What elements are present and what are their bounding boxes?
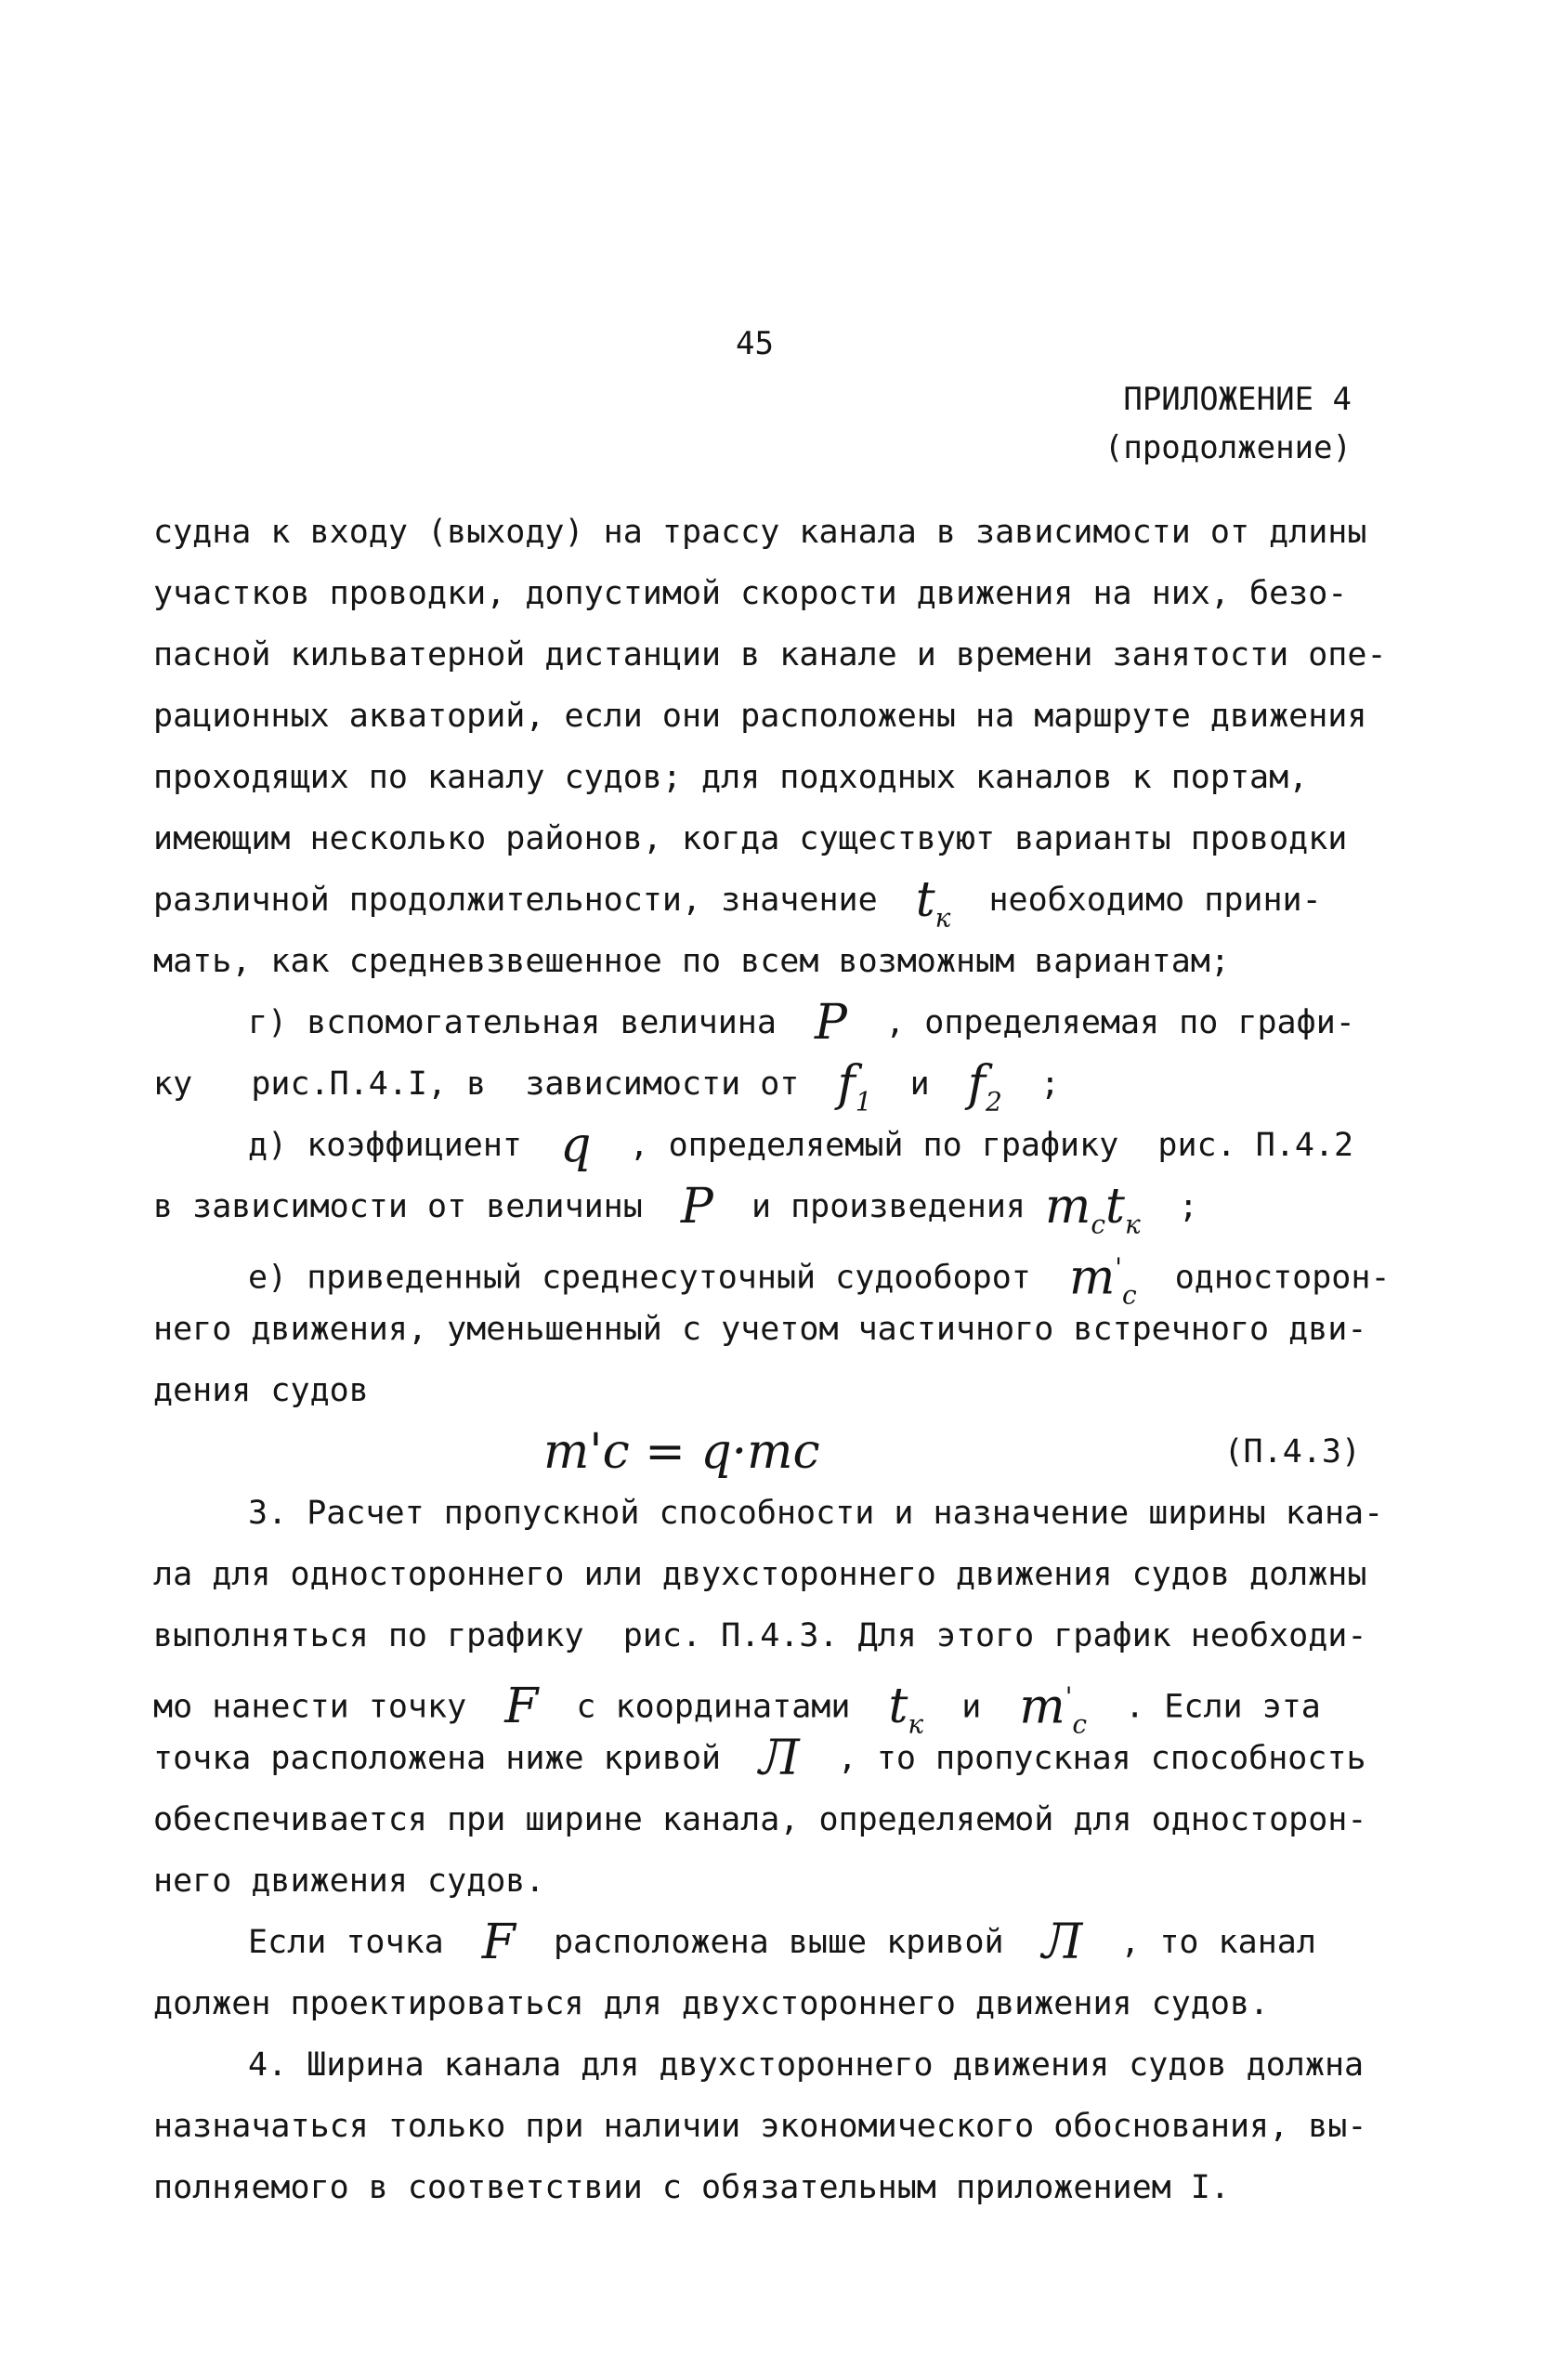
- text-fragment: необходимо прини-: [988, 882, 1322, 919]
- body-text: [153, 502, 1391, 2218]
- symbol-subscript: к: [1124, 1209, 1141, 1240]
- symbol: f: [837, 1056, 856, 1112]
- text-line: обеспечивается при ширине канала, определяемой для односторон-: [153, 1801, 1367, 1838]
- text-fragment: точка расположена ниже кривой: [153, 1740, 722, 1777]
- text-line: [153, 1237, 1391, 1311]
- page-number: 45: [736, 325, 774, 362]
- symbol: m: [1045, 1179, 1091, 1235]
- text-line: [153, 1912, 1361, 1973]
- symbol-f-point: F: [504, 1679, 539, 1735]
- symbol: m: [1068, 1249, 1116, 1306]
- text-line: имеющим несколько районов, когда существуют варианты проводки: [153, 820, 1348, 857]
- text-line: судна к входу (выходу) на трассу канала в зависимости от длины: [153, 514, 1367, 551]
- text-line: 4. Ширина канала для двухстороннего движения судов должна: [248, 2046, 1365, 2084]
- symbol-subscript: c: [1121, 1279, 1137, 1311]
- formula: m'c = q·mc: [543, 1424, 820, 1480]
- text-line: полняемого в соответствии с обязательным приложением I.: [153, 2169, 1230, 2206]
- text-line: 3. Расчет пропускной способности и назначение ширины кана-: [248, 1495, 1384, 1532]
- symbol: f: [967, 1056, 987, 1112]
- text-fragment: Если точка: [248, 1924, 444, 1961]
- text-fragment: и: [961, 1688, 982, 1726]
- symbol-subscript: к: [908, 1708, 924, 1740]
- text-fragment: и: [909, 1065, 930, 1103]
- text-line: проходящих по каналу судов; для подходных каналов к портам,: [153, 759, 1309, 796]
- symbol-subscript: к: [934, 902, 951, 934]
- text-line: [153, 1728, 1366, 1789]
- formula-line: [153, 1421, 1361, 1483]
- text-fragment: ;: [1178, 1188, 1198, 1225]
- text-fragment: и произведения: [751, 1188, 1026, 1225]
- text-line: [153, 1053, 1361, 1118]
- text-fragment: ку рис.П.4.I, в зависимости от: [153, 1065, 800, 1103]
- text-fragment: односторон-: [1174, 1259, 1391, 1297]
- text-line: [153, 992, 1361, 1053]
- text-fragment: , то пропускная способность: [837, 1740, 1366, 1777]
- text-line: мать, как средневзвешенное по всем возможным вариантам;: [153, 943, 1230, 980]
- symbol: t: [915, 872, 935, 928]
- text-line: пасной кильватерной дистанции в канале и времени занятости опе-: [153, 636, 1387, 673]
- symbol-superscript: ': [1065, 1681, 1073, 1712]
- text-fragment: различной продолжительности, значение: [153, 882, 878, 919]
- text-line: [153, 1115, 1361, 1176]
- symbol-curve-l: Л: [759, 1731, 800, 1786]
- appendix-title: ПРИЛОЖЕНИЕ 4: [1123, 381, 1352, 418]
- text-line: него движения судов.: [153, 1863, 545, 1900]
- symbol-superscript: ': [1115, 1252, 1122, 1283]
- text-line: [153, 869, 1361, 934]
- text-line: должен проектироваться для двухстороннего движения судов.: [153, 1985, 1270, 2022]
- text-line: выполняться по графику рис. П.4.3. Для этого график необходи-: [153, 1617, 1367, 1654]
- symbol-f-point: F: [481, 1915, 516, 1970]
- text-fragment: е) приведенный среднесуточный судооборот: [248, 1259, 1031, 1297]
- text-line: назначаться только при наличии экономического обоснования, вы-: [153, 2108, 1367, 2145]
- text-line: [153, 1667, 1361, 1740]
- text-fragment: , определяемая по графи-: [885, 1004, 1355, 1041]
- text-fragment: с координатами: [576, 1688, 851, 1726]
- text-line: рационных акваторий, если они расположены на маршруте движения: [153, 698, 1367, 735]
- appendix-subtitle: (продолжение): [1104, 429, 1352, 466]
- text-fragment: ;: [1039, 1065, 1060, 1103]
- symbol-q: q: [560, 1118, 592, 1173]
- symbol: t: [1105, 1179, 1125, 1235]
- text-fragment: г) вспомогательная величина: [248, 1004, 777, 1041]
- symbol: t: [888, 1679, 908, 1735]
- symbol-subscript: c: [1072, 1708, 1088, 1740]
- text-line: участков проводки, допустимой скорости движения на них, безо-: [153, 575, 1348, 612]
- symbol-subscript: 2: [986, 1086, 1002, 1118]
- symbol-p: P: [680, 1179, 713, 1235]
- symbol-subscript: c: [1091, 1209, 1106, 1240]
- text-line: ла для одностороннего или двухстороннего движения судов должны: [153, 1556, 1367, 1593]
- text-line: него движения, уменьшенный с учетом частичного встречного дви-: [153, 1311, 1367, 1348]
- text-line: дения судов: [153, 1372, 369, 1409]
- text-fragment: расположена выше кривой: [553, 1924, 1004, 1961]
- text-fragment: д) коэффициент: [248, 1127, 523, 1164]
- equation-number: (П.4.3): [1223, 1433, 1361, 1471]
- text-fragment: в зависимости от величины: [153, 1188, 643, 1225]
- text-fragment: . Если эта: [1125, 1688, 1321, 1726]
- symbol-p: P: [815, 995, 848, 1051]
- text-fragment: , определяемый по графику рис. П.4.2: [629, 1127, 1354, 1164]
- symbol-curve-l: Л: [1041, 1915, 1083, 1970]
- symbol: m: [1019, 1679, 1065, 1735]
- text-fragment: , то канал: [1120, 1924, 1316, 1961]
- symbol-subscript: 1: [855, 1086, 872, 1118]
- text-line: [153, 1176, 1361, 1240]
- text-fragment: мо нанести точку: [153, 1688, 467, 1726]
